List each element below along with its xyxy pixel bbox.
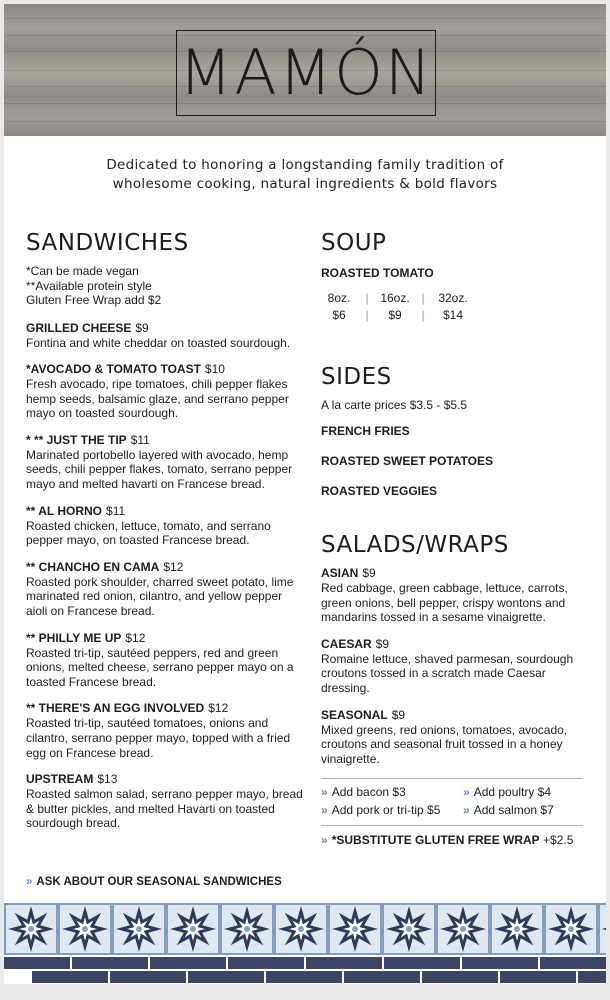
side-item: FRENCH FRIES bbox=[321, 424, 410, 438]
menu-item: ** PHILLY ME UP $12 Roasted tri-tip, sautéed peppers, red and green onions, melted cheese, serrano pepper mayo on a toasted Francese bread. bbox=[26, 630, 294, 689]
chevron-right-icon: » bbox=[463, 785, 470, 800]
tile-icon bbox=[328, 903, 382, 955]
salads-section bbox=[321, 530, 591, 847]
soup-prices: $6 | $9 | $14 bbox=[332, 308, 464, 322]
menu-item: ** CHANCHO EN CAMA $12 Roasted pork shoulder, charred sweet potato, lime marinated red onion, cilantro, and yellow pepper aioli on Francese bread. bbox=[26, 559, 294, 619]
tile-icon bbox=[166, 903, 220, 955]
tile-border bbox=[4, 903, 606, 955]
brick bbox=[4, 957, 70, 969]
divider bbox=[321, 825, 583, 826]
menu-item: SEASONAL $9 Mixed greens, red onions, tomatoes, avocado, croutons and seasonal fruit tossed in a honey vinaigrette. bbox=[321, 707, 568, 766]
wood-header bbox=[4, 4, 606, 136]
brick bbox=[578, 971, 606, 983]
tile-icon bbox=[112, 903, 166, 955]
chevron-right-icon: » bbox=[321, 803, 328, 818]
tile-icon bbox=[220, 903, 274, 955]
brick bbox=[266, 971, 342, 983]
logo: MAMÓN bbox=[178, 36, 434, 109]
menu-item: * ** JUST THE TIP $11 Marinated portobello layered with avocado, hemp seeds, chili pepper flakes, tomato, serrano pepper mayo and melted havarti on Francese bread. bbox=[26, 432, 293, 492]
chevron-right-icon: » bbox=[463, 803, 470, 818]
brick bbox=[228, 957, 304, 969]
chevron-right-icon: » bbox=[321, 785, 328, 800]
brick bbox=[110, 971, 186, 983]
tile-icon bbox=[436, 903, 490, 955]
gluten-free-note: » *SUBSTITUTE GLUTEN FREE WRAP +$2.5 bbox=[321, 833, 574, 848]
right-column bbox=[321, 228, 591, 847]
side-item: ROASTED VEGGIES bbox=[321, 484, 438, 498]
soup-sizes: 8oz. | 16oz. | 32oz. bbox=[327, 291, 468, 305]
brick bbox=[344, 971, 420, 983]
menu-item: GRILLED CHEESE $9 Fontina and white cheddar on toasted sourdough. bbox=[26, 320, 291, 350]
salads-title: SALADS/WRAPS bbox=[321, 532, 509, 558]
brick bbox=[462, 957, 538, 969]
salad-addons: » Add bacon $3 » Add poultry $4 » Add pork or tri-tip $5 » Add salmon $7 bbox=[321, 785, 554, 818]
menu-item: ** THERE'S AN EGG INVOLVED $12 Roasted tri-tip, sautéed tomatoes, onions and cilantro, serrano pepper mayo, topped with a fried egg on Francese bread. bbox=[26, 701, 291, 760]
brick-border bbox=[4, 957, 606, 984]
seasonal-sandwiches-note: » ASK ABOUT OUR SEASONAL SANDWICHES bbox=[26, 876, 282, 888]
menu-item: ASIAN $9 Red cabbage, green cabbage, lettuce, carrots, green onions, bell pepper, crispy wontons and mandarins tossed in a sesame vinaigrette. bbox=[321, 566, 568, 625]
menu-page bbox=[4, 4, 606, 984]
tile-icon bbox=[4, 903, 58, 955]
chevron-right-icon: » bbox=[26, 876, 33, 888]
logo-box bbox=[176, 30, 436, 116]
brick bbox=[188, 971, 264, 983]
menu-item: *AVOCADO & TOMATO TOAST $10 Fresh avocado, ripe tomatoes, chili pepper flakes hemp seeds, balsamic glaze, and serrano pepper mayo on toasted sourdough. bbox=[26, 362, 289, 421]
brick bbox=[72, 957, 148, 969]
tile-icon bbox=[58, 903, 112, 955]
menu-item: UPSTREAM $13 Roasted salmon salad, serrano pepper mayo, bread & butter pickles, and melted Havarti on toasted sourdough bread. bbox=[26, 772, 303, 831]
brick bbox=[500, 971, 576, 983]
brick bbox=[150, 957, 226, 969]
menu-item: CAESAR $9 Romaine lettuce, shaved parmesan, sourdough croutons tossed in a scratch made Caesar dressing. bbox=[321, 636, 574, 695]
tile-icon bbox=[274, 903, 328, 955]
sides-title: SIDES bbox=[321, 364, 392, 390]
divider bbox=[321, 778, 583, 779]
side-item: ROASTED SWEET POTATOES bbox=[321, 454, 494, 468]
tagline: Dedicated to honoring a longstanding family tradition of wholesome cooking, natural ingredients & bold flavors bbox=[106, 157, 504, 192]
soup-name: ROASTED TOMATO bbox=[321, 266, 434, 280]
tile-icon bbox=[382, 903, 436, 955]
brick bbox=[540, 957, 606, 969]
chevron-right-icon: » bbox=[321, 833, 328, 848]
brick bbox=[32, 971, 108, 983]
sandwiches-title: SANDWICHES bbox=[26, 230, 189, 256]
soup-title: SOUP bbox=[321, 230, 387, 256]
brick bbox=[422, 971, 498, 983]
sandwiches-section bbox=[26, 228, 306, 843]
sides-price-note: A la carte prices $3.5 - $5.5 bbox=[321, 398, 468, 412]
sandwich-notes: *Can be made vegan **Available protein style Gluten Free Wrap add $2 bbox=[26, 264, 162, 307]
tile-icon bbox=[598, 903, 606, 955]
sides-section bbox=[321, 362, 591, 498]
tile-icon bbox=[544, 903, 598, 955]
soup-section bbox=[321, 228, 591, 324]
brick bbox=[306, 957, 382, 969]
brick bbox=[384, 957, 460, 969]
tile-icon bbox=[490, 903, 544, 955]
menu-item: ** AL HORNO $11 Roasted chicken, lettuce, tomato, and serrano pepper mayo, on toasted Francese bread. bbox=[26, 503, 271, 548]
